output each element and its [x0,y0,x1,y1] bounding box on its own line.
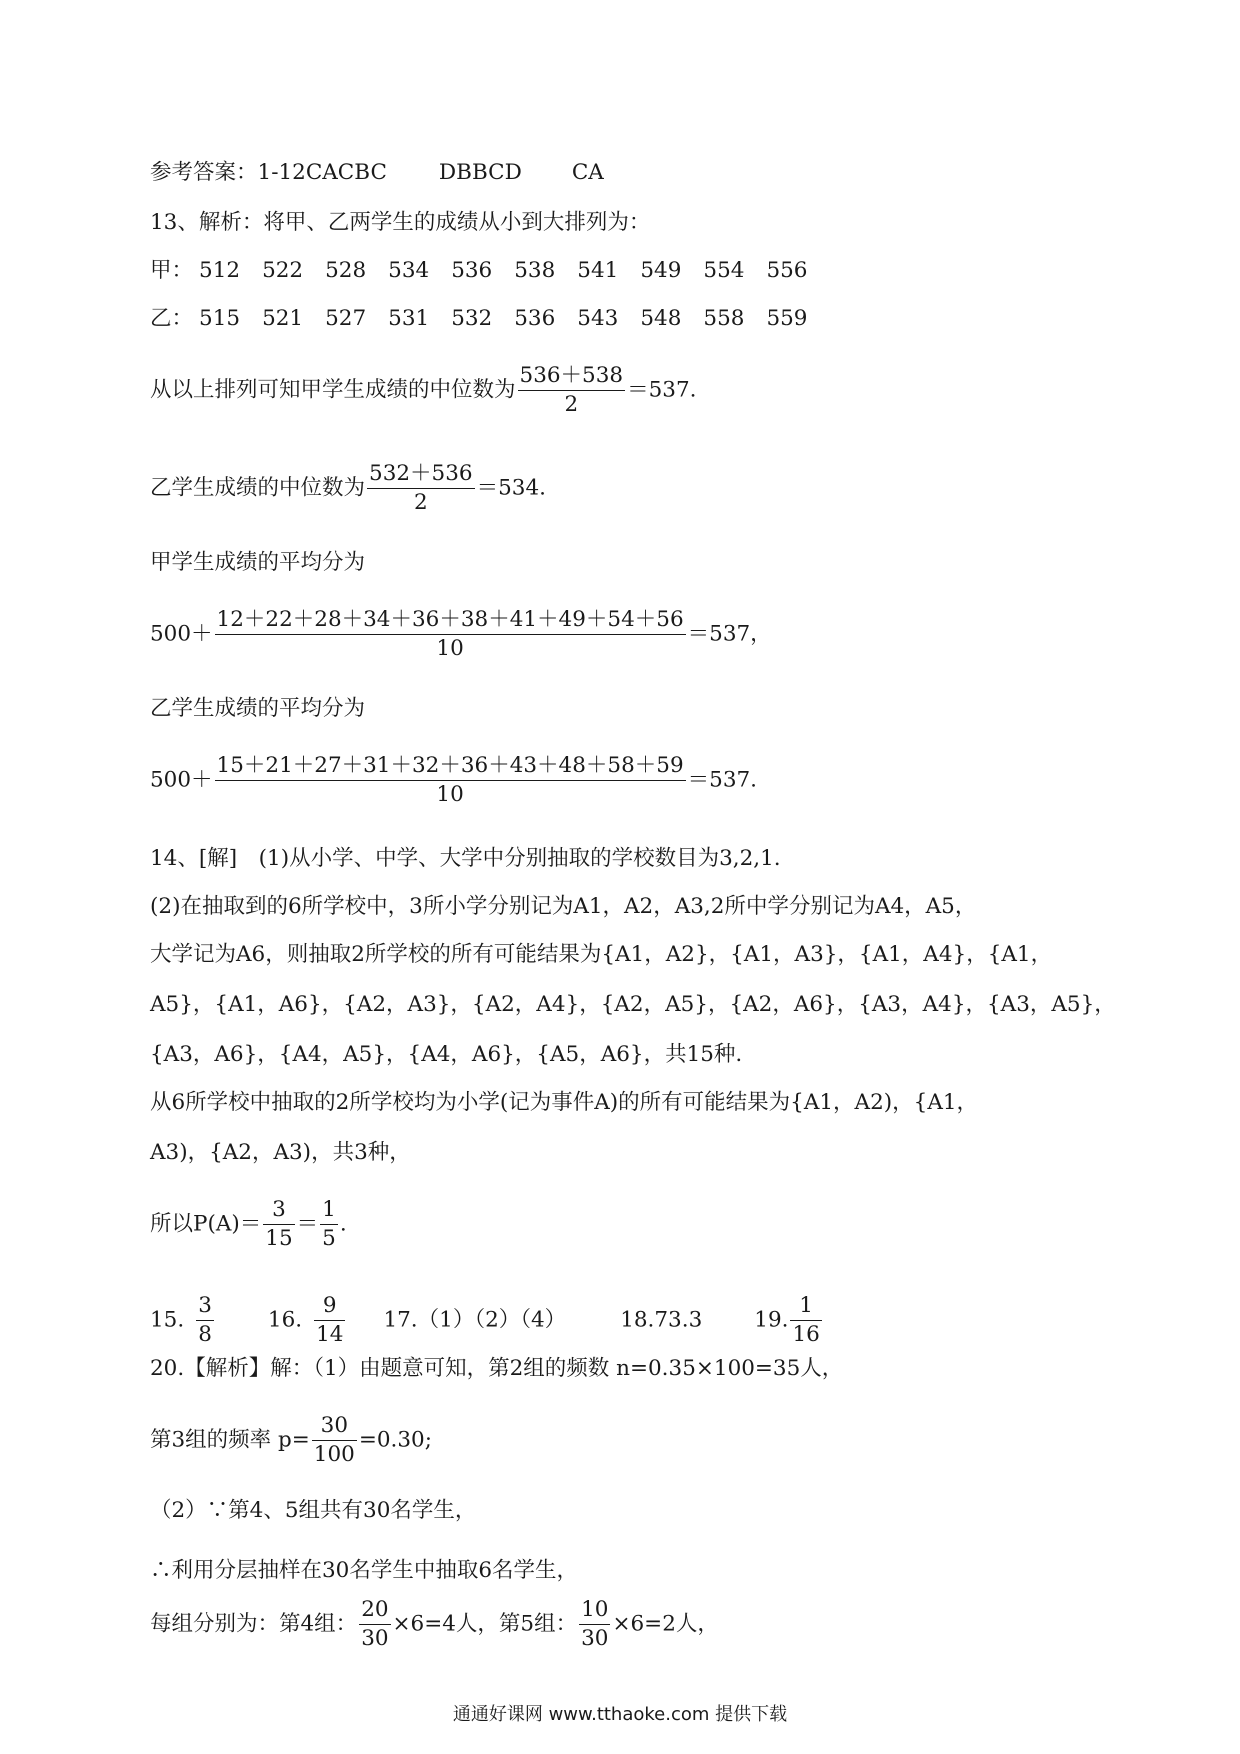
jia-score: 536 [451,258,493,283]
prob-prefix: 所以P(A)＝ [150,1211,262,1237]
mean-yi-result: ＝537. [687,767,758,793]
q14-line7: A3)，{A2，A3)，共3种， [150,1140,411,1165]
q15-fraction [196,1292,214,1349]
jia-label: 甲： [150,258,194,283]
q20-frequency-fraction [312,1412,357,1469]
yi-label: 乙： [150,306,194,331]
q18-answer: 18.73.3 [620,1307,703,1333]
yi-score: 515 [199,306,241,331]
fraction-numerator: 9 [322,1293,337,1318]
mean-jia-fraction [215,606,686,663]
q16-fraction [314,1292,345,1349]
q20-line5-mid: ×6=4人，第5组： [392,1611,578,1637]
q14-line6: 从6所学校中抽取的2所学校均为小学(记为事件A)的所有可能结果为{A1，A2)，{A1， [150,1090,979,1115]
q20-line3: （2）∵第4、5组共有30名学生， [150,1498,477,1523]
answer-key-part2: DBBCD [438,160,522,185]
q20-line1: 20.【解析】解：（1）由题意可知，第2组的频数 n=0.35×100=35人， [150,1356,844,1381]
fraction-denominator: 16 [792,1322,820,1347]
mean-yi-prefix: 500＋ [150,767,213,793]
median-yi-text: 乙学生成绩的中位数为 [150,475,366,501]
q14-line5: {A3，A6}，{A4，A5}，{A4，A6}，{A5，A6}，共15种. [150,1042,743,1067]
q20-line5-prefix: 每组分别为：第4组： [150,1611,358,1637]
fraction-denominator: 30 [581,1626,609,1651]
fraction-denominator: 10 [436,636,464,661]
answer-key-label: 参考答案： [150,160,258,185]
jia-score: 522 [262,258,304,283]
fraction-denominator: 10 [436,782,464,807]
median-jia-text: 从以上排列可知甲学生成绩的中位数为 [150,377,516,403]
fraction-numerator: 3 [272,1197,286,1222]
median-jia-fraction [518,362,626,419]
q13-mean-jia [150,606,772,663]
q14-line1: 14、[解] (1)从小学、中学、大学中分别抽取的学校数目为3,2,1. [150,846,781,871]
q13-mean-yi-text: 乙学生成绩的平均分为 [150,696,366,721]
fraction-denominator: 15 [265,1226,293,1251]
q13-intro: 13、解析：将甲、乙两学生的成绩从小到大排列为： [150,210,651,235]
q13-yi-scores [150,304,829,334]
prob-equals: ＝ [296,1211,319,1237]
fraction-denominator: 100 [313,1442,355,1467]
q13-jia-scores [150,256,829,286]
fraction-numerator: 20 [361,1597,389,1622]
fraction-numerator: 10 [581,1597,609,1622]
q20-line2 [150,1412,432,1469]
prob-fraction-1 [263,1196,294,1253]
mean-jia-prefix: 500＋ [150,621,213,647]
jia-score: 541 [577,258,619,283]
jia-score: 538 [514,258,556,283]
fraction-numerator: 1 [322,1197,336,1222]
q14-line3: 大学记为A6，则抽取2所学校的所有可能结果为{A1，A2}，{A1，A3}，{A1，A4}，{A1， [150,942,1053,967]
q13-median-jia [150,362,696,419]
answer-key-part1: 1-12CACBC [257,160,387,185]
jia-score: 556 [766,258,808,283]
prob-fraction-2 [320,1196,338,1253]
q15-label: 15. [150,1307,185,1333]
q20-group4-fraction [359,1596,390,1653]
q20-line5-suffix: ×6=2人， [612,1611,719,1637]
jia-score: 554 [703,258,745,283]
yi-score: 521 [262,306,304,331]
fraction-numerator: 1 [799,1293,813,1318]
mean-jia-result: ＝537， [687,621,772,647]
fraction-numerator: 30 [320,1413,348,1438]
prob-end: . [339,1211,347,1237]
yi-score: 532 [451,306,493,331]
q14-line2: (2)在抽取到的6所学校中，3所小学分别记为A1，A2，A3,2所中学分别记为A4，A5， [150,894,977,919]
q17-answer: 17.（1）（2）（4） [383,1307,567,1333]
q13-mean-jia-text: 甲学生成绩的平均分为 [150,550,366,575]
q20-line4: ∴利用分层抽样在30名学生中抽取6名学生， [150,1558,579,1583]
fraction-numerator: 15＋21＋27＋31＋32＋36＋43＋48＋58＋59 [216,753,684,778]
yi-score: 527 [325,306,367,331]
jia-score: 512 [199,258,241,283]
fraction-numerator: 12＋22＋28＋34＋36＋38＋41＋49＋54＋56 [216,607,684,632]
fraction-denominator: 2 [413,490,428,515]
median-jia-result: ＝537. [627,377,697,403]
jia-score: 549 [640,258,682,283]
fraction-denominator: 30 [361,1626,389,1651]
yi-score: 536 [514,306,556,331]
yi-score: 559 [766,306,808,331]
q14-line4: A5}，{A1，A6}，{A2，A3}，{A2，A4}，{A2，A5}，{A2，A6}，{A3，A4}，{A3，A5}， [150,992,1116,1017]
fraction-denominator: 5 [322,1226,336,1251]
short-answers-line [150,1292,824,1349]
mean-yi-fraction [215,752,686,809]
answer-key-line [150,158,604,188]
fraction-numerator: 532＋536 [369,461,473,486]
q19-fraction [790,1292,821,1349]
q16-label: 16. [267,1307,303,1333]
jia-score: 528 [325,258,367,283]
q20-line2-suffix: =0.30; [358,1427,432,1453]
q13-mean-yi [150,752,757,809]
q20-line2-prefix: 第3组的频率 p= [150,1427,310,1453]
fraction-numerator: 3 [198,1293,212,1318]
yi-score: 531 [388,306,430,331]
q20-group5-fraction [579,1596,610,1653]
answer-key-part3: CA [571,160,604,185]
yi-score: 543 [577,306,619,331]
fraction-numerator: 536＋538 [519,363,624,388]
q14-probability [150,1196,347,1253]
jia-score: 534 [388,258,430,283]
q19-label: 19. [754,1307,789,1333]
yi-score: 558 [703,306,745,331]
median-yi-fraction [367,460,475,517]
page-footer: 通通好课网 www.tthaoke.com 提供下载 [452,1704,788,1725]
fraction-denominator: 2 [564,392,579,417]
q20-line5 [150,1596,719,1653]
fraction-denominator: 14 [316,1322,344,1347]
median-yi-result: ＝534. [476,475,546,501]
q13-median-yi [150,460,546,517]
fraction-denominator: 8 [198,1322,212,1347]
yi-score: 548 [640,306,682,331]
